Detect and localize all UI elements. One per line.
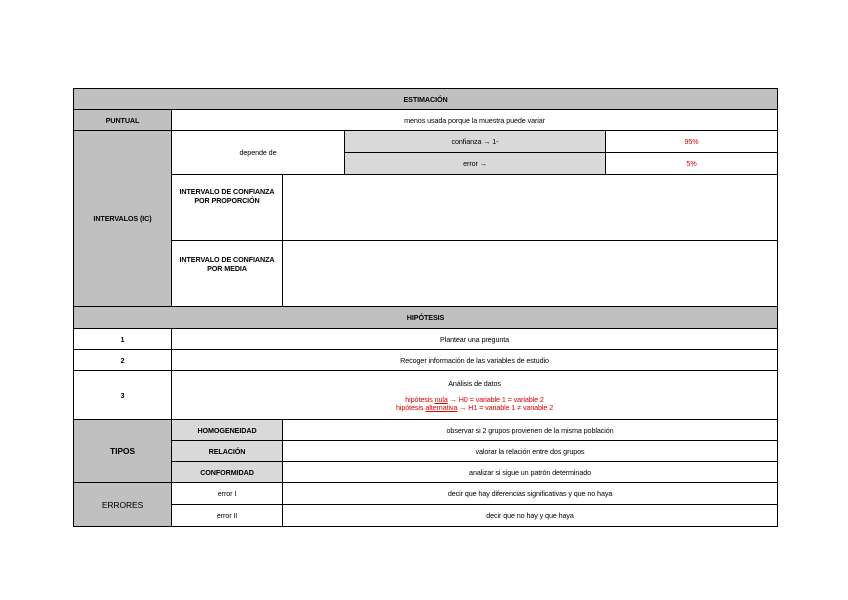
- error-type-desc: decir que no hay y que haya: [283, 505, 778, 527]
- puntual-text: menos usada porque la muestra puede variar: [172, 110, 778, 131]
- tipo-name: RELACIÓN: [172, 441, 283, 462]
- ic-media-label: INTERVALO DE CONFIANZA POR MEDIA: [172, 241, 283, 307]
- ic-media-row: [74, 241, 778, 307]
- tipo-name: CONFORMIDAD: [172, 462, 283, 483]
- tipo-desc: valorar la relación entre dos grupos: [283, 441, 778, 462]
- alternativa-prefix: hipótesis: [395, 402, 426, 412]
- alternativa-word: alternativa: [425, 402, 458, 412]
- nula-word: nula: [434, 394, 448, 404]
- tipos-label: TIPOS: [74, 420, 172, 483]
- depende-de-label: depende de: [172, 131, 345, 175]
- ic-proporcion-content: [283, 175, 778, 241]
- nula-formula: → H0 = variable 1 = variable 2: [447, 394, 544, 404]
- tipo-row: [74, 420, 778, 441]
- alternativa-formula: → H1 = variable 1 ≠ variable 2: [457, 402, 554, 412]
- estimacion-title: ESTIMACIÓN: [74, 89, 778, 110]
- tipo-row: [74, 462, 778, 483]
- intervalos-label: INTERVALOS (IC): [74, 131, 172, 307]
- puntual-row: [74, 110, 778, 131]
- hipotesis-title: HIPÓTESIS: [74, 307, 778, 329]
- analisis-cell: [172, 371, 778, 420]
- error-value: 5%: [606, 153, 778, 175]
- step-number: 3: [74, 371, 172, 420]
- step-text: Recoger información de las variables de estudio: [172, 350, 778, 371]
- ic-proporcion-label: INTERVALO DE CONFIANZA POR PROPORCIÓN: [172, 175, 283, 241]
- hipotesis-step-row: [74, 371, 778, 420]
- error-type-row: [74, 505, 778, 527]
- ic-proporcion-row: [74, 175, 778, 241]
- error-label: error →: [345, 153, 606, 175]
- hipotesis-alternativa-line: [174, 404, 775, 412]
- tipo-row: [74, 441, 778, 462]
- confianza-value: 95%: [606, 131, 778, 153]
- hipotesis-step-row: [74, 350, 778, 371]
- tipo-name: HOMOGENEIDAD: [172, 420, 283, 441]
- nula-prefix: hipótesis: [405, 394, 435, 404]
- step-text: Plantear una pregunta: [172, 329, 778, 350]
- hipotesis-step-row: [74, 329, 778, 350]
- puntual-label: PUNTUAL: [74, 110, 172, 131]
- error-type-name: error I: [172, 483, 283, 505]
- tipo-desc: analizar si sigue un patrón determinado: [283, 462, 778, 483]
- error-type-name: error II: [172, 505, 283, 527]
- step-text: Análisis de datos: [448, 378, 501, 388]
- ic-media-content: [283, 241, 778, 307]
- tipo-desc: observar si 2 grupos provienen de la misma población: [283, 420, 778, 441]
- error-type-desc: decir que hay diferencias significativas y que no haya: [283, 483, 778, 505]
- hipotesis-header-row: [74, 307, 778, 329]
- error-type-row: [74, 483, 778, 505]
- confianza-row: [74, 131, 778, 153]
- step-number: 2: [74, 350, 172, 371]
- errores-label: ERRORES: [74, 483, 172, 527]
- confianza-label: confianza → 1-: [345, 131, 606, 153]
- step-number: 1: [74, 329, 172, 350]
- summary-table: [73, 88, 778, 527]
- estimacion-header-row: [74, 89, 778, 110]
